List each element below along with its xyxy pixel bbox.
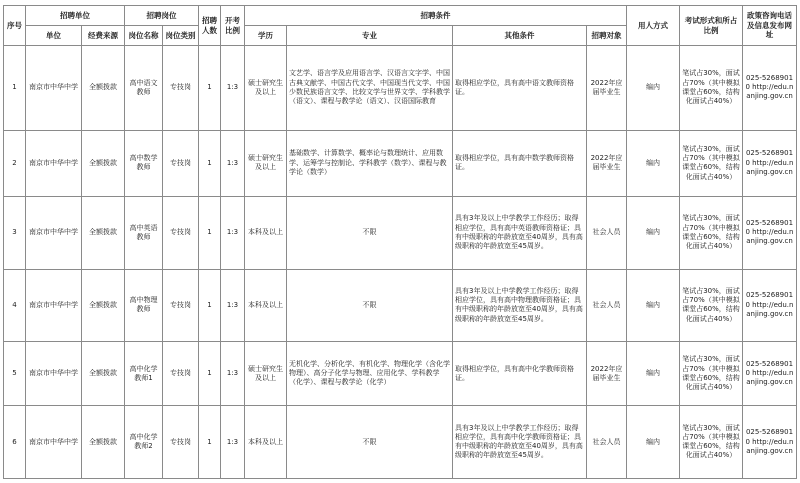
cell-major: 基础数学、计算数学、概率论与数理统计、应用数学、运筹学与控制论、学科教学（数学）、课程与教学论（数学） (287, 130, 453, 196)
cell-unit: 南京市中华中学 (26, 342, 82, 406)
cell-other: 具有3年及以上中学教学工作经历；取得相应学位，具有高中物理教师资格证；具有中级职称的年龄放宽至40周岁，具有高级职称的年龄放宽至45周岁。 (453, 269, 587, 342)
cell-count: 1 (199, 406, 221, 479)
cell-other: 具有3年及以上中学教学工作经历；取得相应学位，具有高中化学教师资格证；具有中级职称的年龄放宽至40周岁，具有高级职称的年龄放宽至45周岁。 (453, 406, 587, 479)
cell-count: 1 (199, 130, 221, 196)
cell-funding: 全额拨款 (82, 197, 125, 270)
cell-edu: 硕士研究生及以上 (245, 46, 287, 131)
recruitment-table (3, 5, 797, 479)
cell-employ: 编内 (627, 197, 680, 270)
cell-target: 2022年应届毕业生 (587, 342, 627, 406)
cell-post-name: 高中化学教师2 (125, 406, 163, 479)
cell-contact: 025-52689010 http://edu.nanjing.gov.cn (743, 197, 797, 270)
cell-ratio: 1:3 (221, 269, 245, 342)
cell-major: 文艺学、语言学及应用语言学、汉语言文字学、中国古典文献学、中国古代文学、中国现当代文学、中国少数民族语言文学、比较文学与世界文学、学科教学（语文）、课程与教学论（语文）、汉语国际教育 (287, 46, 453, 131)
cell-other: 具有3年及以上中学教学工作经历；取得相应学位，具有高中英语教师资格证；具有中级职称的年龄放宽至40周岁，具有高级职称的年龄放宽至45周岁。 (453, 197, 587, 270)
cell-target: 2022年应届毕业生 (587, 46, 627, 131)
cell-exam: 笔试占30%，面试占70%（其中模拟课堂占60%，结构化面试占40%） (680, 130, 743, 196)
cell-edu: 本科及以上 (245, 406, 287, 479)
cell-ratio: 1:3 (221, 342, 245, 406)
cell-post-type: 专技岗 (163, 406, 199, 479)
cell-ratio: 1:3 (221, 130, 245, 196)
cell-exam: 笔试占30%，面试占70%（其中模拟课堂占60%，结构化面试占40%） (680, 342, 743, 406)
table-header (4, 6, 797, 46)
cell-post-name: 高中数学教师 (125, 130, 163, 196)
cell-other: 取得相应学位，具有高中语文教师资格证。 (453, 46, 587, 131)
cell-unit: 南京市中华中学 (26, 406, 82, 479)
cell-exam: 笔试占30%，面试占70%（其中模拟课堂占60%，结构化面试占40%） (680, 197, 743, 270)
header-contact: 政策咨询电话及信息发布网址 (743, 6, 797, 46)
cell-post-type: 专技岗 (163, 130, 199, 196)
cell-target: 社会人员 (587, 197, 627, 270)
header-post-name: 岗位名称 (125, 26, 163, 46)
cell-seq: 6 (4, 406, 26, 479)
cell-exam: 笔试占30%，面试占70%（其中模拟课堂占60%，结构化面试占40%） (680, 269, 743, 342)
table-row (4, 342, 797, 406)
header-edu: 学历 (245, 26, 287, 46)
header-seq: 序号 (4, 6, 26, 46)
cell-other: 取得相应学位，具有高中化学教师资格证。 (453, 342, 587, 406)
cell-unit: 南京市中华中学 (26, 197, 82, 270)
cell-funding: 全额拨款 (82, 269, 125, 342)
cell-post-name: 高中英语教师 (125, 197, 163, 270)
cell-ratio: 1:3 (221, 46, 245, 131)
cell-seq: 1 (4, 46, 26, 131)
table-row (4, 46, 797, 131)
cell-unit: 南京市中华中学 (26, 46, 82, 131)
cell-post-type: 专技岗 (163, 269, 199, 342)
cell-seq: 5 (4, 342, 26, 406)
cell-count: 1 (199, 46, 221, 131)
header-ratio: 开考比例 (221, 6, 245, 46)
cell-target: 社会人员 (587, 406, 627, 479)
cell-major: 不限 (287, 406, 453, 479)
cell-edu: 硕士研究生及以上 (245, 342, 287, 406)
cell-major: 不限 (287, 269, 453, 342)
cell-employ: 编内 (627, 406, 680, 479)
cell-post-name: 高中物理教师 (125, 269, 163, 342)
header-unit: 单位 (26, 26, 82, 46)
cell-post-type: 专技岗 (163, 46, 199, 131)
cell-count: 1 (199, 342, 221, 406)
cell-employ: 编内 (627, 269, 680, 342)
cell-target: 社会人员 (587, 269, 627, 342)
cell-funding: 全额拨款 (82, 130, 125, 196)
cell-major: 无机化学、分析化学、有机化学、物理化学（含化学物理）、高分子化学与物理、应用化学、学科教学（化学）、课程与教学论（化学） (287, 342, 453, 406)
cell-employ: 编内 (627, 342, 680, 406)
cell-post-name: 高中化学教师1 (125, 342, 163, 406)
header-funding: 经费来源 (82, 26, 125, 46)
cell-edu: 硕士研究生及以上 (245, 130, 287, 196)
table-row (4, 197, 797, 270)
cell-contact: 025-52689010 http://edu.nanjing.gov.cn (743, 406, 797, 479)
header-count: 招聘人数 (199, 6, 221, 46)
cell-contact: 025-52689010 http://edu.nanjing.gov.cn (743, 342, 797, 406)
cell-unit: 南京市中华中学 (26, 269, 82, 342)
cell-contact: 025-52689010 http://edu.nanjing.gov.cn (743, 46, 797, 131)
header-other: 其他条件 (453, 26, 587, 46)
cell-contact: 025-52689010 http://edu.nanjing.gov.cn (743, 269, 797, 342)
cell-post-name: 高中语文教师 (125, 46, 163, 131)
cell-target: 2022年应届毕业生 (587, 130, 627, 196)
cell-count: 1 (199, 269, 221, 342)
table-row (4, 269, 797, 342)
cell-post-type: 专技岗 (163, 342, 199, 406)
table-body (4, 46, 797, 479)
table-row (4, 130, 797, 196)
cell-exam: 笔试占30%，面试占70%（其中模拟课堂占60%，结构化面试占40%） (680, 46, 743, 131)
cell-exam: 笔试占30%，面试占70%（其中模拟课堂占60%，结构化面试占40%） (680, 406, 743, 479)
header-major: 专业 (287, 26, 453, 46)
cell-contact: 025-52689010 http://edu.nanjing.gov.cn (743, 130, 797, 196)
cell-edu: 本科及以上 (245, 269, 287, 342)
header-condition-group: 招聘条件 (245, 6, 627, 26)
cell-ratio: 1:3 (221, 197, 245, 270)
cell-seq: 2 (4, 130, 26, 196)
cell-funding: 全额拨款 (82, 406, 125, 479)
cell-unit: 南京市中华中学 (26, 130, 82, 196)
cell-funding: 全额拨款 (82, 342, 125, 406)
cell-seq: 3 (4, 197, 26, 270)
cell-seq: 4 (4, 269, 26, 342)
header-unit-group: 招聘单位 (26, 6, 125, 26)
cell-funding: 全额拨款 (82, 46, 125, 131)
table-row (4, 406, 797, 479)
cell-employ: 编内 (627, 130, 680, 196)
header-employ: 用人方式 (627, 6, 680, 46)
cell-post-type: 专技岗 (163, 197, 199, 270)
cell-employ: 编内 (627, 46, 680, 131)
cell-other: 取得相应学位，具有高中数学教师资格证。 (453, 130, 587, 196)
cell-major: 不限 (287, 197, 453, 270)
cell-edu: 本科及以上 (245, 197, 287, 270)
header-post-type: 岗位类别 (163, 26, 199, 46)
cell-count: 1 (199, 197, 221, 270)
cell-ratio: 1:3 (221, 406, 245, 479)
header-post-group: 招聘岗位 (125, 6, 199, 26)
header-target: 招聘对象 (587, 26, 627, 46)
header-exam: 考试形式和所占比例 (680, 6, 743, 46)
